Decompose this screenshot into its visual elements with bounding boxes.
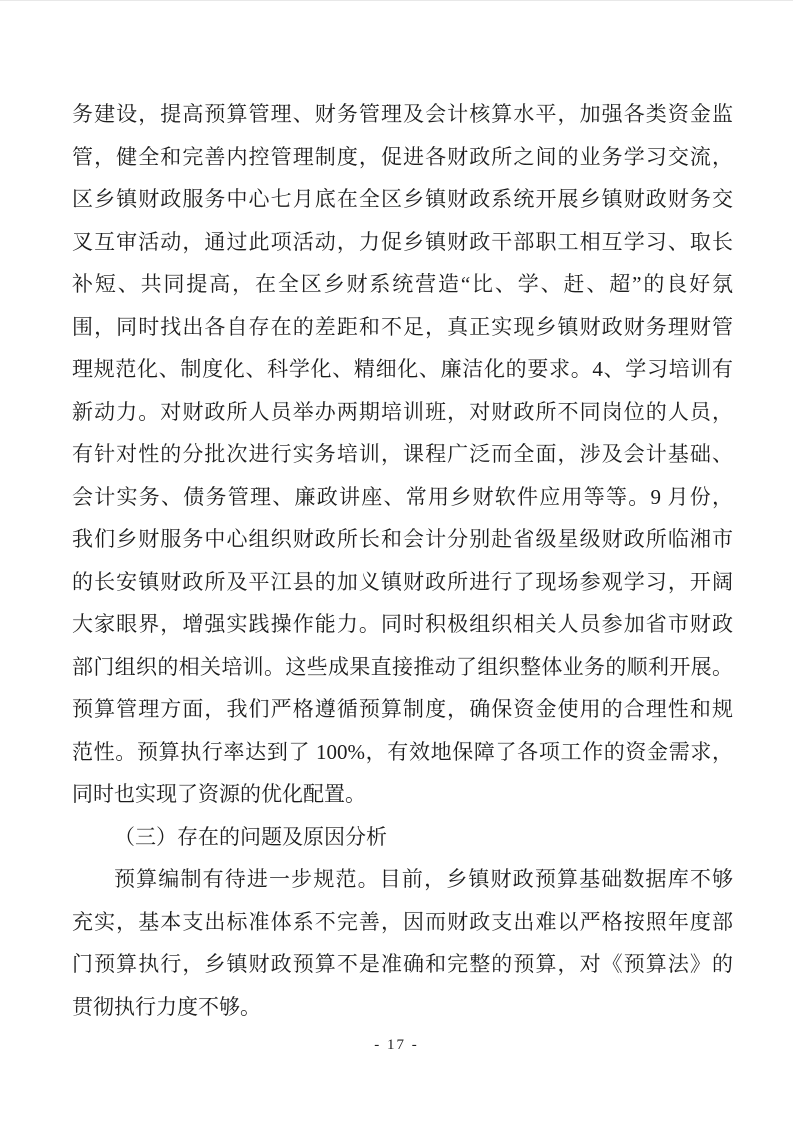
body-line: 充实，基本支出标准体系不完善，因而财政支出难以严格按照年度部 bbox=[72, 909, 733, 934]
body-line: 区乡镇财政服务中心七月底在全区乡镇财政系统开展乡镇财政财务交 bbox=[72, 187, 733, 211]
body-line: 补短、共同提高，在全区乡财系统营造“比、学、赶、超”的良好氛 bbox=[72, 272, 733, 296]
body-line: 我们乡财服务中心组织财政所长和会计分别赴省级星级财政所临湘市 bbox=[72, 527, 733, 551]
body-line-paragraph-start: 预算编制有待进一步规范。目前，乡镇财政预算基础数据库不够 bbox=[114, 867, 733, 891]
body-line-paragraph-end: 同时也实现了资源的优化配置。 bbox=[72, 782, 366, 806]
body-line: 的长安镇财政所及平江县的加义镇财政所进行了现场参观学习，开阔 bbox=[72, 569, 733, 594]
body-line: 会计实务、债务管理、廉政讲座、常用乡财软件应用等等。9 月份， bbox=[72, 484, 733, 509]
body-line: 部门组织的相关培训。这些成果直接推动了组织整体业务的顺利开展。 bbox=[72, 654, 733, 679]
document-body bbox=[72, 93, 733, 1028]
body-line: 理规范化、制度化、科学化、精细化、廉洁化的要求。4、学习培训有 bbox=[72, 357, 733, 381]
body-line-paragraph-end: 贯彻执行力度不够。 bbox=[72, 994, 261, 1019]
body-line: 管，健全和完善内控管理制度，促进各财政所之间的业务学习交流， bbox=[72, 144, 733, 169]
body-line: 预算管理方面，我们严格遵循预算制度，确保资金使用的合理性和规 bbox=[72, 697, 733, 721]
section-heading: （三）存在的问题及原因分析 bbox=[114, 824, 387, 849]
body-line: 新动力。对财政所人员举办两期培训班，对财政所不同岗位的人员， bbox=[72, 399, 733, 424]
body-line: 有针对性的分批次进行实务培训，课程广泛而全面，涉及会计基础、 bbox=[72, 442, 733, 466]
body-line: 务建设，提高预算管理、财务管理及会计核算水平，加强各类资金监 bbox=[72, 102, 733, 126]
body-line: 门预算执行，乡镇财政预算不是准确和完整的预算，对《预算法》的 bbox=[72, 952, 733, 976]
body-line: 大家眼界，增强实践操作能力。同时积极组织相关人员参加省市财政 bbox=[72, 612, 733, 636]
body-line: 范性。预算执行率达到了 100%，有效地保障了各项工作的资金需求， bbox=[72, 739, 733, 764]
body-line: 围，同时找出各自存在的差距和不足，真正实现乡镇财政财务理财管 bbox=[72, 314, 733, 339]
page-number: - 17 - bbox=[374, 1037, 419, 1053]
body-line: 叉互审活动，通过此项活动，力促乡镇财政干部职工相互学习、取长 bbox=[72, 229, 733, 254]
